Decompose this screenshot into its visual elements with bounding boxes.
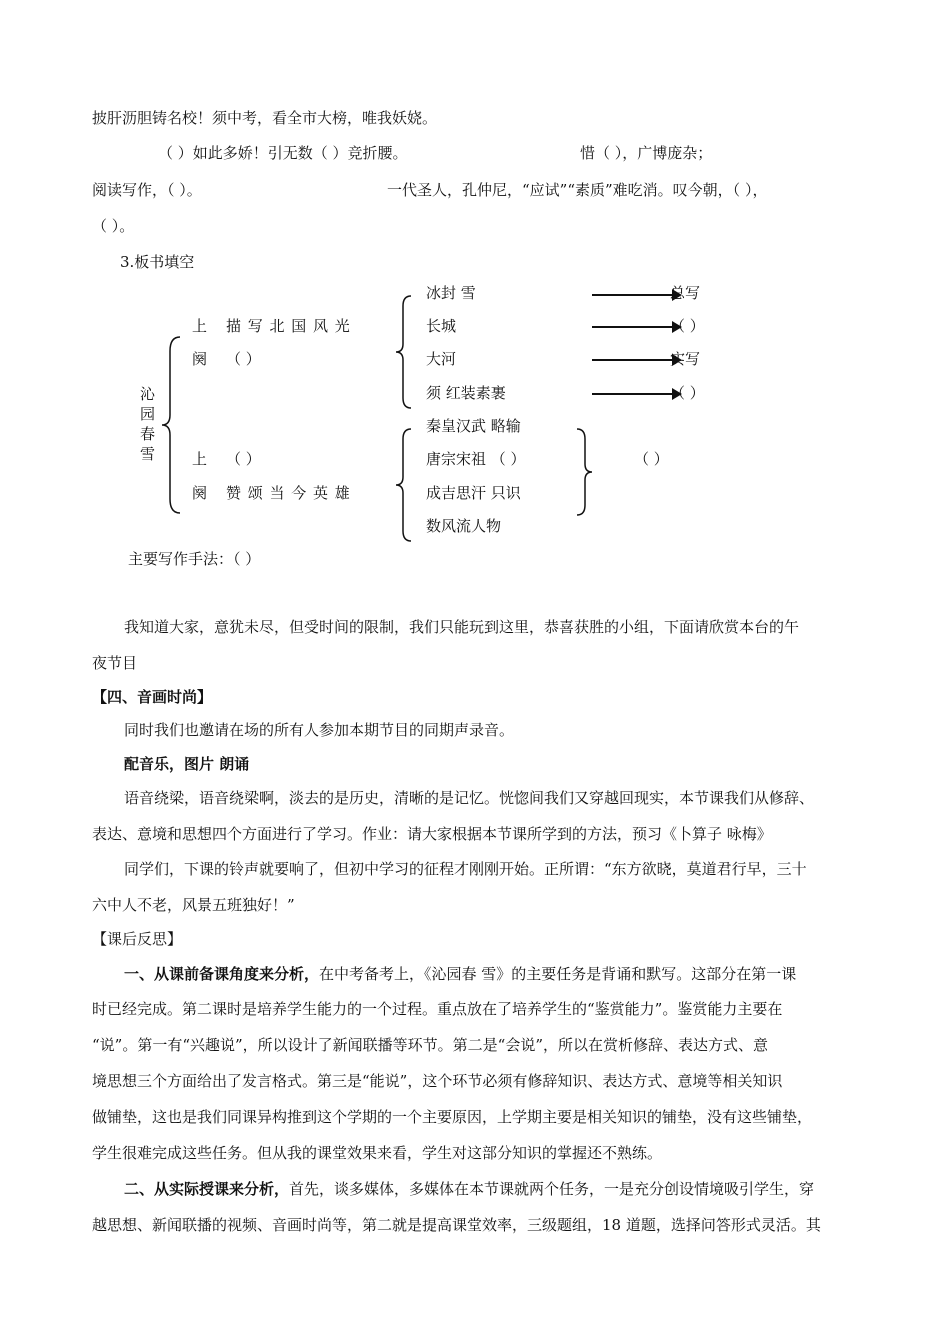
- title-char: 春: [140, 425, 156, 443]
- intro-line-3a: 阅读写作，（ ）。: [92, 181, 202, 199]
- lower-left-brace: [394, 427, 414, 543]
- reflection-line: 做铺垫，这也是我们同课异构推到这个学期的一个主要原因，上学期主要是相关知识的铺垫，没有这些铺垫，: [92, 1108, 813, 1126]
- lower-label-1: 上: [192, 450, 208, 468]
- upper-text-1: 描写北国风光: [226, 317, 357, 335]
- upper-item: 大河: [426, 350, 457, 368]
- lower-text-2: 赞颂当今英雄: [226, 484, 357, 502]
- lower-item: 成吉思汗 只识: [426, 484, 521, 502]
- lower-item: 秦皇汉武 略输: [426, 417, 521, 435]
- reflection-text: 在中考备考上，《沁园春 雪》的主要任务是背诵和默写。这部分在第一课: [319, 965, 797, 983]
- arrow-icon: [592, 359, 672, 361]
- title-char: 园: [140, 405, 156, 423]
- section-heading: 【课后反思】: [92, 930, 183, 948]
- upper-brace: [394, 294, 414, 410]
- reflection-line: [124, 1179, 814, 1199]
- paragraph-line: 夜节目: [92, 654, 138, 672]
- lower-label-2: 阕: [192, 484, 208, 502]
- intro-line-2b: 惜（ ），广博庞杂；: [580, 144, 713, 162]
- technique-line: 主要写作手法：（ ）: [128, 550, 261, 568]
- bold-line: 配音乐，图片 朗诵: [124, 755, 250, 773]
- reflection-line: 时已经完成。第二课时是培养学生能力的一个过程。重点放在了培养学生的“鉴赏能力”。鉴赏能力主要在: [92, 1000, 783, 1018]
- upper-result: 实写: [670, 350, 701, 368]
- upper-text-2: （ ）: [226, 350, 261, 368]
- lower-text-1: （ ）: [226, 450, 261, 468]
- bold-lead: 二、从实际授课来分析，: [124, 1180, 290, 1198]
- upper-item: 须 红装素裹: [426, 384, 506, 402]
- intro-line-3b: 一代圣人，孔仲尼，“应试”“素质”难吃消。叹今朝，（ ），: [387, 181, 768, 199]
- paragraph-line: 我知道大家，意犹未尽，但受时间的限制，我们只能玩到这里，恭喜获胜的小组，下面请欣赏本台的午: [124, 618, 800, 636]
- lower-right-brace: [574, 427, 594, 517]
- title-char: 沁: [140, 385, 156, 403]
- arrow-icon: [592, 393, 672, 395]
- reflection-line: 境思想三个方面给出了发言格式。第三是“能说”，这个环节必须有修辞知识、表达方式、意境等相关知识: [92, 1072, 783, 1090]
- reflection-text: 首先，谈多媒体，多媒体在本节课就两个任务，一是充分创设情境吸引学生，穿: [289, 1180, 815, 1198]
- main-brace: [160, 335, 184, 515]
- paragraph-line: 六中人不老，风景五班独好！”: [92, 896, 295, 914]
- intro-line-4: （ ）。: [92, 217, 135, 235]
- upper-item: 长城: [426, 317, 457, 335]
- arrow-icon: [592, 294, 672, 296]
- arrow-icon: [592, 326, 672, 328]
- reflection-line: 越思想、新闻联播的视频、音画时尚等，第二就是提高课堂效率，三级题组，18 道题，选择问答形式灵活。其: [92, 1216, 821, 1234]
- upper-item: 冰封 雪: [426, 284, 476, 302]
- upper-result: （ ）: [670, 384, 705, 402]
- title-char: 雪: [140, 445, 156, 463]
- paragraph-line: 表达、意境和思想四个方面进行了学习。作业：请大家根据本节课所学到的方法，预习《卜算子 咏梅》: [92, 825, 772, 843]
- paragraph-line: 同学们，下课的铃声就要响了，但初中学习的征程才刚刚开始。正所谓：“东方欲晓，莫道君行早，三十: [124, 860, 807, 878]
- reflection-line: 学生很难完成这些任务。但从我的课堂效果来看，学生对这部分知识的掌握还不熟练。: [92, 1144, 663, 1162]
- section-heading: 【四、音画时尚】: [92, 688, 213, 706]
- lower-result: （ ）: [634, 450, 669, 468]
- upper-result: 总写: [670, 284, 701, 302]
- paragraph-line: 同时我们也邀请在场的所有人参加本期节目的同期声录音。: [124, 721, 515, 739]
- board-heading: 3.板书填空: [120, 253, 195, 271]
- lower-item: 数风流人物: [426, 517, 502, 535]
- paragraph-line: 语音绕梁，语音绕梁啊，淡去的是历史，清晰的是记忆。恍惚间我们又穿越回现实，本节课我们从修辞、: [124, 789, 815, 807]
- reflection-line: “说”。第一有“兴趣说”，所以设计了新闻联播等环节。第二是“会说”，所以在赏析修辞、表达方式、意: [92, 1036, 769, 1054]
- reflection-line: [124, 964, 796, 984]
- intro-line-1: 披肝沥胆铸名校！须中考，看全市大榜，唯我妖娆。: [92, 109, 438, 127]
- upper-label-1: 上: [192, 317, 208, 335]
- bold-lead: 一、从课前备课角度来分析，: [124, 965, 320, 983]
- upper-result: （ ）: [670, 317, 705, 335]
- intro-line-2a: （ ）如此多娇！引无数（ ）竞折腰。: [158, 144, 408, 162]
- lower-item: 唐宗宋祖 （ ）: [426, 450, 526, 468]
- upper-label-2: 阕: [192, 350, 208, 368]
